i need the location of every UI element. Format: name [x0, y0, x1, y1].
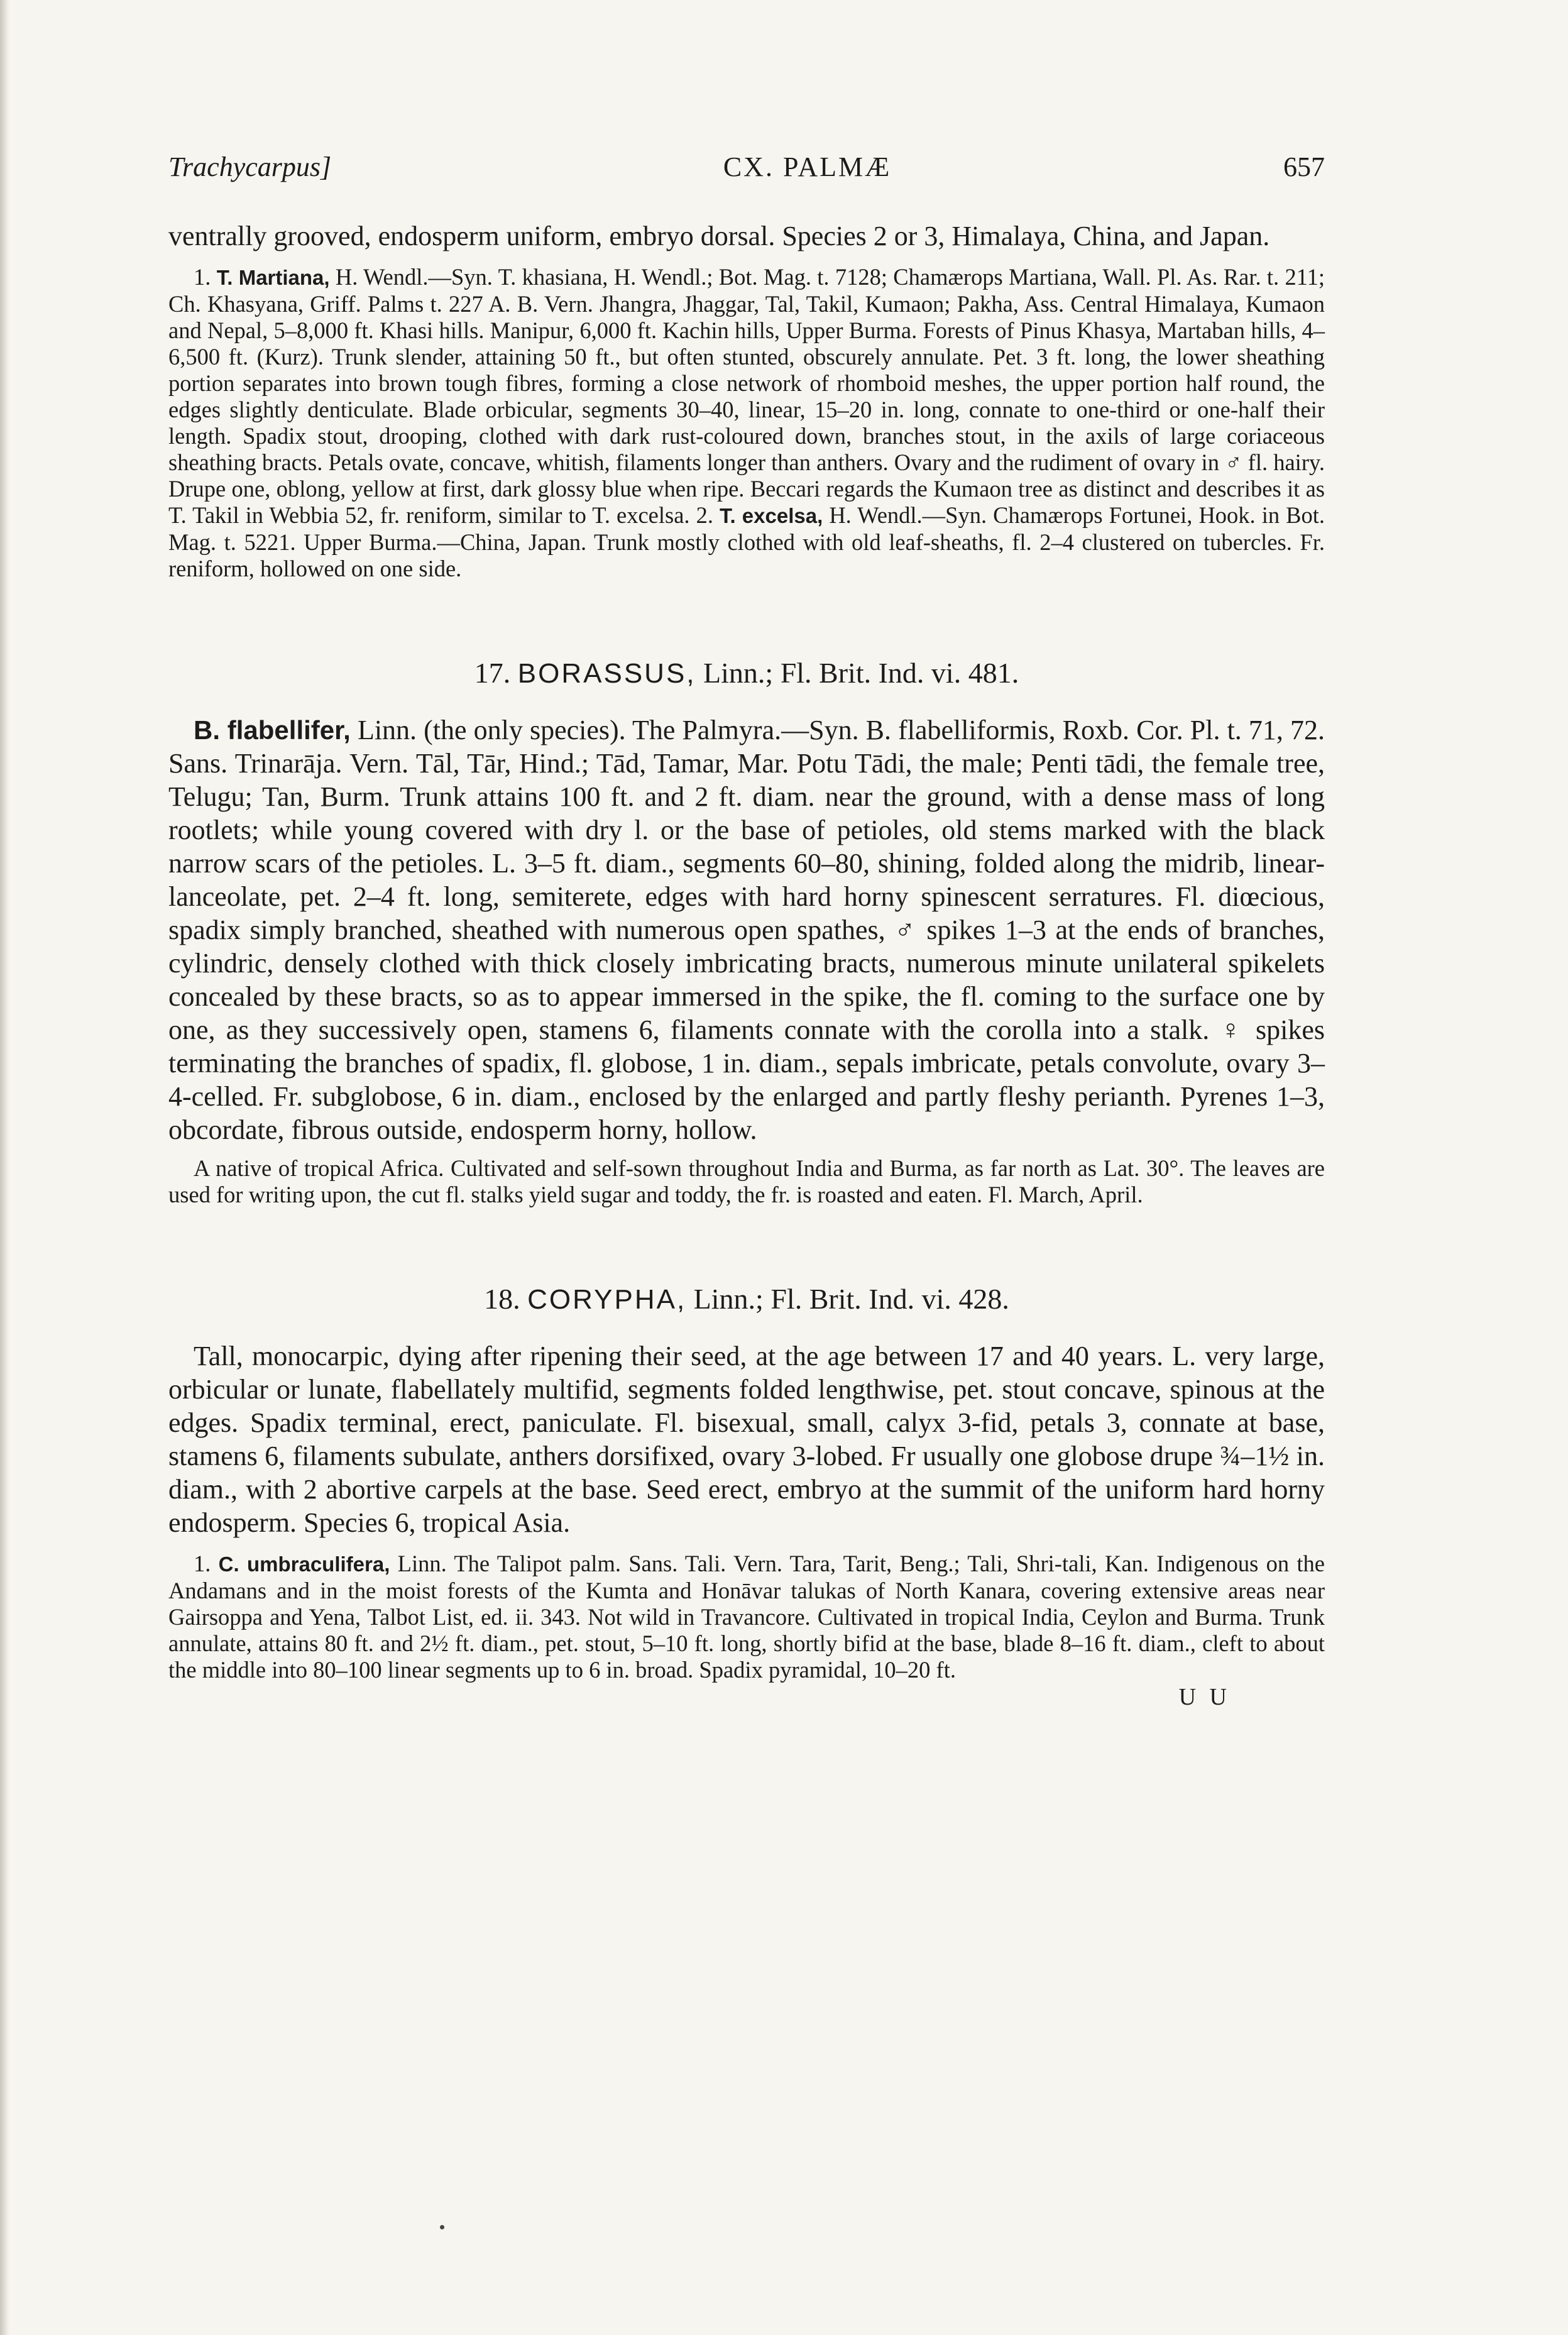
running-head-family: CX. PALMÆ	[723, 151, 892, 182]
trachycarpus-intro: ventrally grooved, endosperm uniform, embryo dorsal. Species 2 or 3, Himalaya, China, and Japan.	[168, 221, 1270, 251]
borassus-description	[168, 713, 1325, 1146]
species-name: C. umbraculifera,	[218, 1552, 390, 1576]
running-head-genus: Trachycarpus]	[168, 151, 332, 182]
species-name: T. excelsa,	[720, 504, 823, 527]
species-name: T. Martiana,	[216, 266, 330, 289]
species-number: 1.	[194, 264, 211, 290]
species-text: H. Wendl.—Syn. T. khasiana, H. Wendl.; Bot. Mag. t. 7128; Chamærops Martiana, Wall. Pl. As. Rar. t. 211; Ch. Khasyana, Griff. Palms t. 227 A. B. Vern. Jhangra, Jhaggar, Tal, Takil, Kumaon; Pakha, Ass. Central Himalaya, Kumaon and Nepal, 5–8,000 ft. Khasi hills. Manipur, 6,000 ft. Kachin hills, Upper Burma. Forests of Pinus Khasya, Martaban hills, 4–6,500 ft. (Kurz). Trunk slender, attaining 50 ft., but often stunted, obscurely annulate. Pet. 3 ft. long, the lower sheathing portion separates into brown tough fibres, forming a close network of rhomboid meshes, the upper portion half round, the edges slightly denticulate. Blade orbicular, segments 30–40, linear, 15–20 in. long, connate to one-third or one-half their length. Spadix stout, drooping, clothed with dark rust-coloured down, branches stout, in the axils of large coriaceous sheathing bracts. Petals ovate, concave, whitish, filaments longer than anthers. Ovary and the rudiment of ovary in ♂ fl. hairy. Drupe one, oblong, yellow at first, dark glossy blue when ripe. Beccari regards the Kumaon tree as distinct and describes it as T. Takil in Webbia 52, fr. reniform, similar to T. excelsa.	[168, 264, 1325, 528]
species-number: 1.	[194, 1551, 211, 1576]
species-text: Linn. The Talipot palm. Sans. Tali. Vern. Tara, Tarit, Beng.; Tali, Shri-tali, Kan. Indigenous on the Andamans and in the moist forests of the Kumta and Honāvar talukas of North Kanara, covering extensive areas near Gairsoppa and Yena, Talbot List, ed. ii. 343. Not wild in Travancore. Cultivated in tropical India, Ceylon and Burma. Trunk annulate, attains 80 ft. and 2½ ft. diam., pet. stout, 5–10 ft. long, shortly bifid at the base, blade 8–16 ft. diam., cleft to about the middle into 80–100 linear segments up to 6 in. broad. Spadix pyramidal, 10–20 ft.	[168, 1551, 1325, 1683]
species-text: H. Wendl.—Syn. Chamærops Fortunei, Hook. in Bot. Mag. t. 5221. Upper Burma.—China, Japan. Trunk mostly clothed with old leaf-sheaths, fl. 2–4 clustered on tubercles. Fr. reniform, hollowed on one side.	[168, 502, 1325, 581]
corypha-description: Tall, monocarpic, dying after ripening their seed, at the age between 17 and 40 years. L. very large, orbicular or lunate, flabellately multifid, segments folded lengthwise, pet. stout concave, spinous at the edges. Spadix terminal, erect, paniculate. Fl. bisexual, small, calyx 3-fid, petals 3, connate at base, stamens 6, filaments subulate, anthers dorsifixed, ovary 3-lobed. Fr usually one globose drupe ¾–1½ in. diam., with 2 abortive carpels at the base. Seed erect, embryo at the summit of the uniform hard horny endosperm. Species 6, tropical Asia.	[168, 1341, 1325, 1538]
species-name: B. flabellifer,	[194, 715, 351, 745]
species-text: Linn. (the only species). The Palmyra.—Syn. B. flabelliformis, Roxb. Cor. Pl. t. 71, 72. Sans. Trinarāja. Vern. Tāl, Tār, Hind.; Tād, Tamar, Mar. Potu Tādi, the male; Penti tādi, the female tree, Telugu; Tan, Burm. Trunk attains 100 ft. and 2 ft. diam. near the ground, with a dense mass of long rootlets; while young covered with dry l. or the base of petioles, old stems marked with the black narrow scars of the petioles. L. 3–5 ft. diam., segments 60–80, shining, folded along the midrib, linear-lanceolate, pet. 2–4 ft. long, semiterete, edges with hard horny spinescent serratures. Fl. diœcious, spadix simply branched, sheathed with numerous open spathes, ♂ spikes 1–3 at the ends of branches, cylindric, densely clothed with thick closely imbricating bracts, numerous minute unilateral spikelets concealed by these bracts, so as to appear immersed in the spike, the fl. coming to the surface one by one, as they successively open, stamens 6, filaments connate with the corolla into a stalk. ♀ spikes terminating the branches of spadix, fl. globose, 1 in. diam., sepals imbricate, petals convolute, ovary 3–4-celled. Fr. subglobose, 6 in. diam., enclosed by the enlarged and partly fleshy perianth. Pyrenes 1–3, obcordate, fibrous outside, endosperm horny, hollow.	[168, 715, 1325, 1145]
trachycarpus-species-1	[168, 264, 1325, 582]
genus-number: 17.	[474, 657, 511, 689]
genus-reference: Linn.; Fl. Brit. Ind. vi. 428.	[693, 1283, 1009, 1315]
book-page	[168, 151, 1325, 1711]
page-binding-shadow	[0, 0, 10, 2335]
borassus-note: A native of tropical Africa. Cultivated and self-sown throughout India and Burma, as far north as Lat. 30°. The leaves are used for writing upon, the cut fl. stalks yield sugar and toddy, the fr. is roasted and eaten. Fl. March, April.	[168, 1155, 1325, 1207]
corypha-species-1	[168, 1551, 1325, 1683]
species-number: 2.	[696, 502, 713, 528]
genus-heading-corypha	[168, 1282, 1325, 1316]
page-number: 657	[1283, 151, 1325, 182]
signature-mark: U U	[1178, 1684, 1231, 1710]
genus-reference: Linn.; Fl. Brit. Ind. vi. 481.	[703, 657, 1019, 689]
genus-number: 18.	[484, 1283, 520, 1315]
running-head	[168, 151, 1325, 183]
genus-name: BORASSUS,	[517, 658, 696, 689]
print-speck	[440, 2225, 444, 2229]
genus-name: CORYPHA,	[527, 1284, 687, 1315]
genus-heading-borassus	[168, 656, 1325, 690]
